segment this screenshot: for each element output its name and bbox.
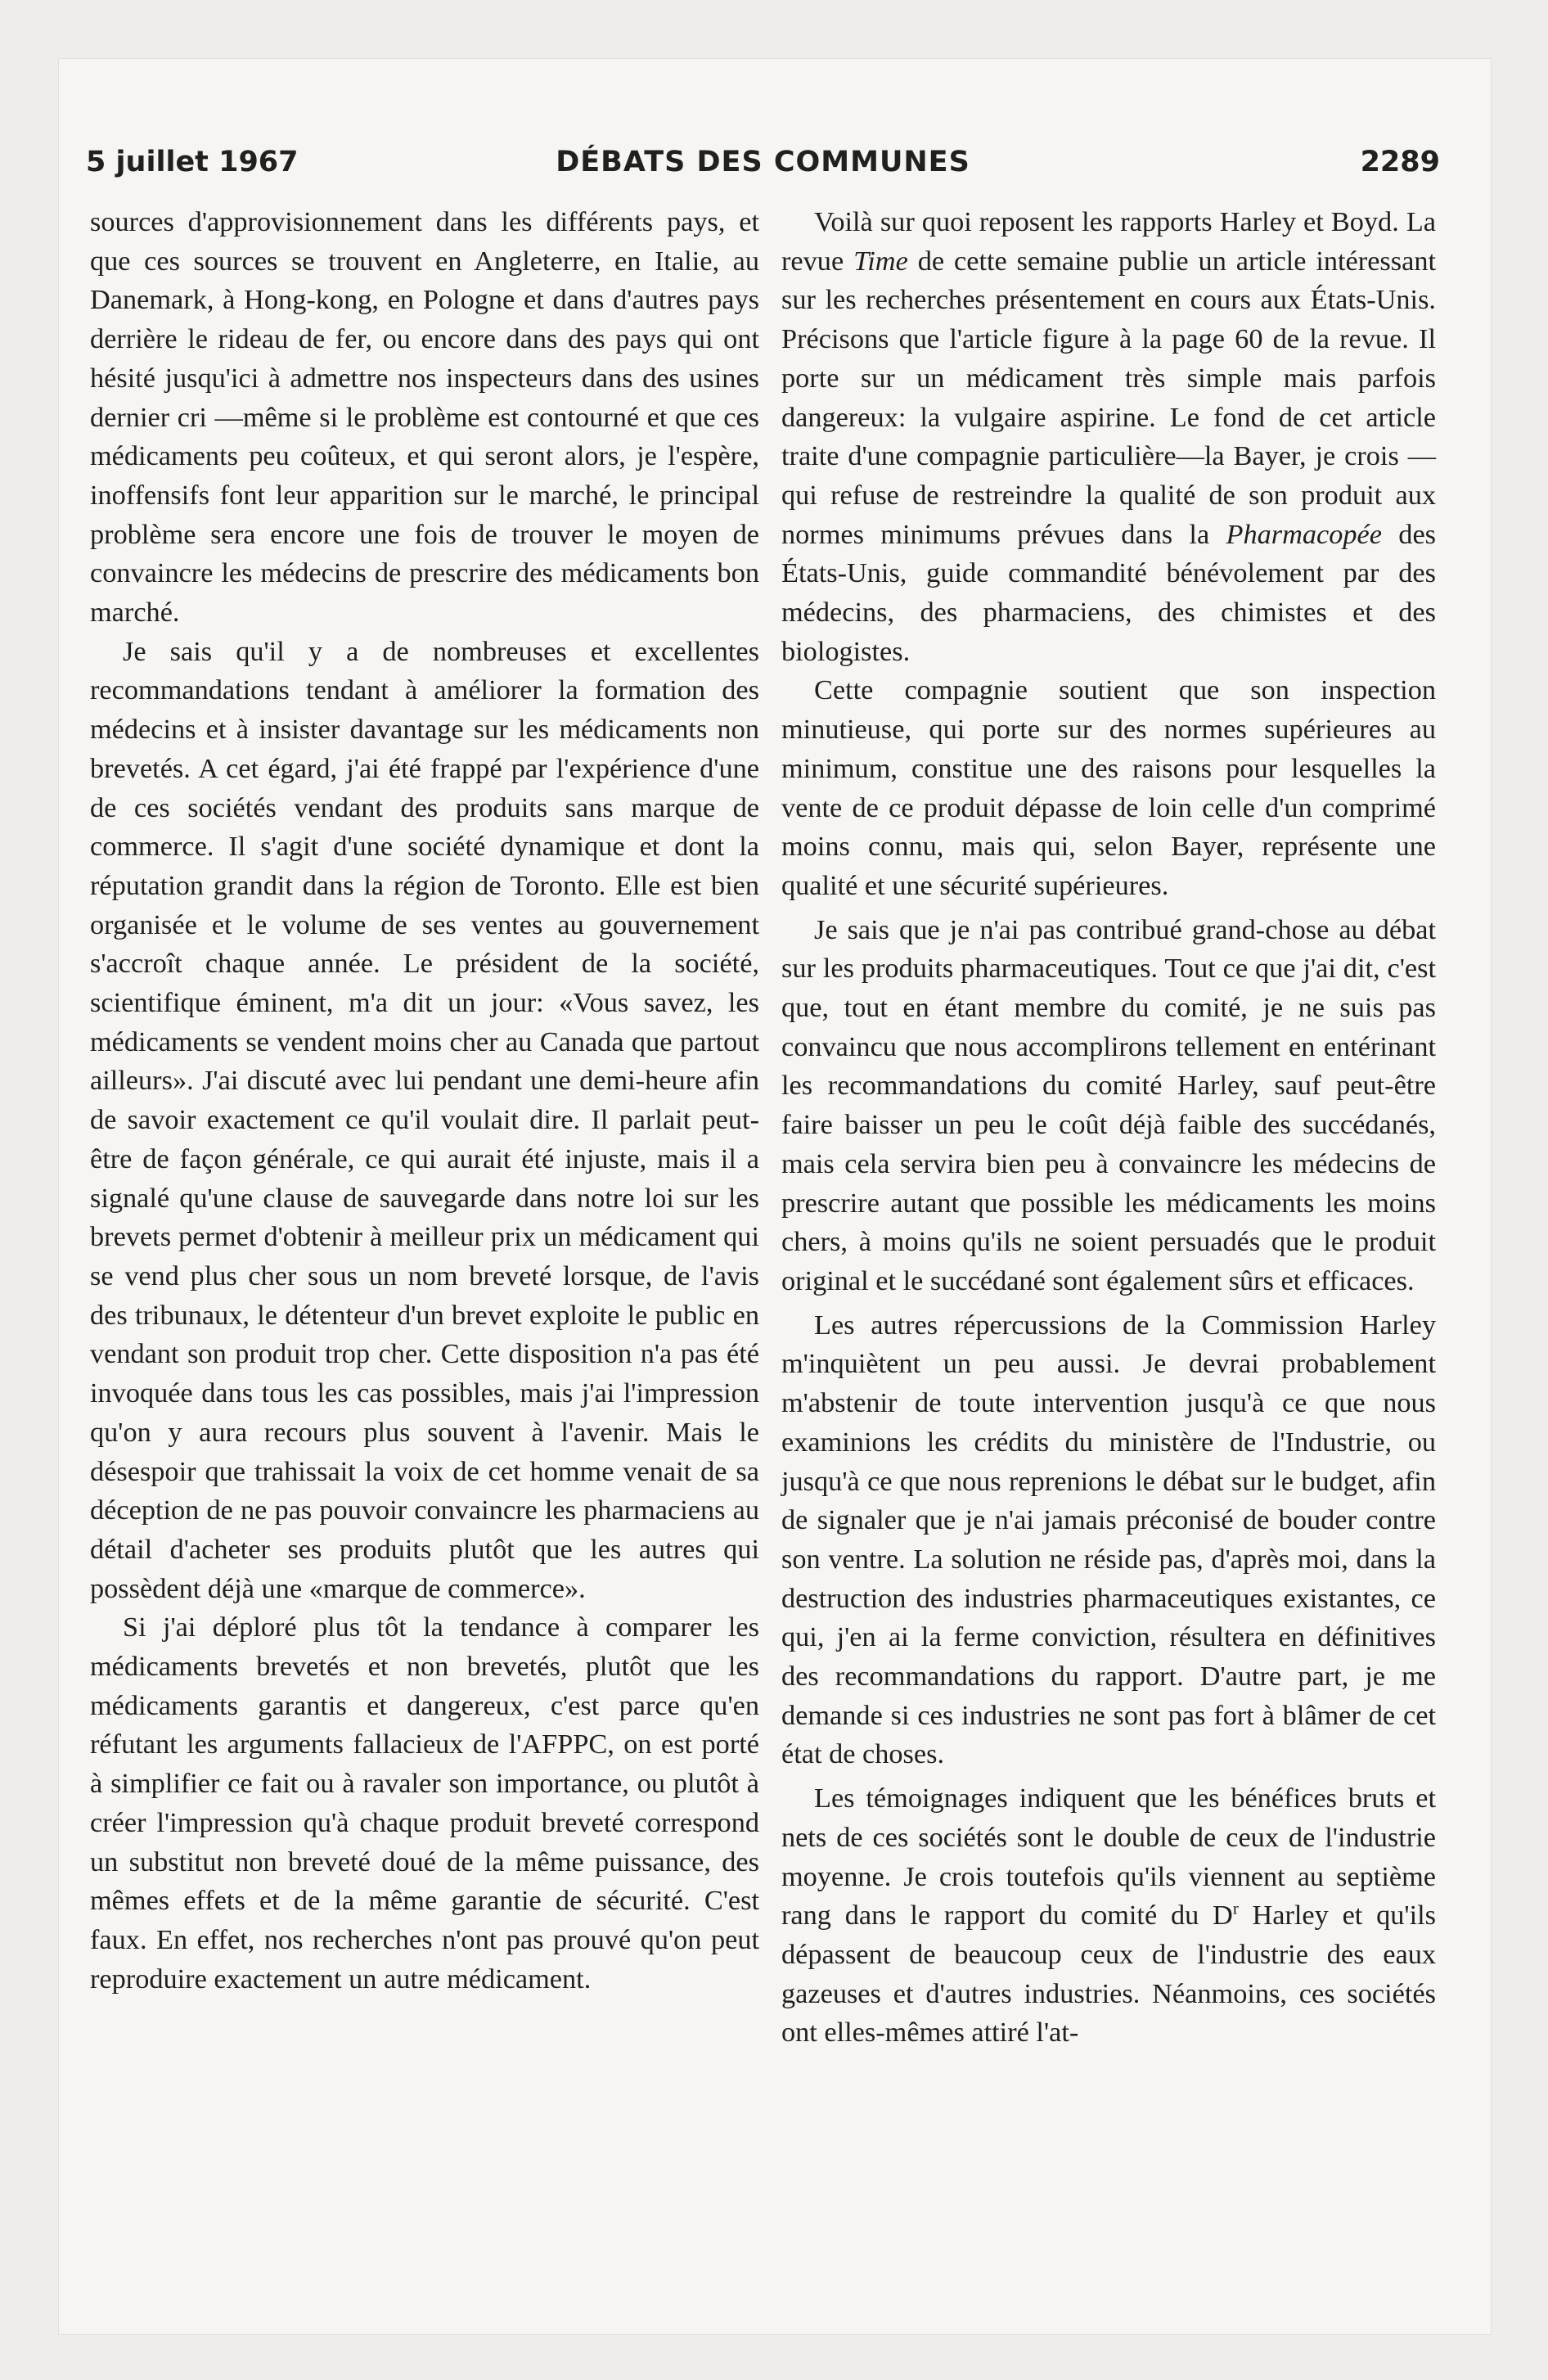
left-paragraph-3: Si j'ai déploré plus tôt la tendance à comparer les médicaments brevetés et non brevetés, plutôt que les médicaments garantis et dangereux, c'est parce qu'en réfutant les arguments fallacieux de l'AFPPC, on est porté à simplifier ce fait ou à ravaler son importance, ou plutôt à créer l'impression qu'à chaque produit breveté correspond un substitut non breveté doué de la même puissance, des mêmes effets et de la même garantie de sécurité. C'est faux. En effet, nos recherches n'ont pas prouvé qu'on peut reproduire exactement un autre médicament. [90, 1611, 759, 1995]
right-p1-text-b: de cette semaine publie un article intéressant sur les recherches présentement en cours aux États-Unis. Précisons que l'article figure à la page 60 de la revue. Il porte sur un médicament très simple mais parfois dangereux: la vulgaire aspirine. Le fond de cet article traite d'une compagnie particulière—la Bayer, je crois —qui refuse de restreindre la qualité de son produit aux normes minimums prévues dans la [781, 245, 1437, 550]
right-paragraph-4: Les autres répercussions de la Commission Harley m'inquiètent un peu aussi. Je devrai probablement m'abstenir de toute intervention jusqu'à ce que nous examinions les crédits du ministère de l'Industrie, ou jusqu'à ce que nous reprenions le débat sur le budget, afin de signaler que je n'ai jamais préconisé de bouder contre son ventre. La solution ne réside pas, d'après moi, dans la destruction des industries pharmaceutiques existantes, ce qui, j'en ai la ferme conviction, résultera en définitives des recommandations du rapport. D'autre part, je me demande si ces industries ne sont pas fort à blâmer de cet état de choses. [781, 1309, 1436, 1770]
right-p1-italic-pharmacopee: Pharmacopée [1226, 518, 1382, 550]
right-p5-text-b: Harley et qu'ils dépassent de beaucoup ceux de l'industrie des eaux gazeuses et d'autres industries. Néanmoins, ces sociétés ont elles-mêmes attiré l'at- [781, 1900, 1437, 2049]
right-p1-text-c: des États-Unis, guide commandité bénévolement par des médecins, des pharmaciens, des chimistes et des biologistes. [781, 518, 1437, 667]
left-paragraph-1: sources d'approvisionnement dans les différents pays, et que ces sources se trouvent en Angleterre, en Italie, au Danemark, à Hong-kong, en Pologne et dans d'autres pays derrière le rideau de fer, ou encore dans des pays qui ont hésité jusqu'ici à admettre nos inspecteurs dans des usines dernier cri —même si le problème est contourné et que ces médicaments peu coûteux, et qui seront alors, je l'espère, inoffensifs font leur apparition sur le marché, le principal problème sera encore une fois de trouver le moyen de convaincre les médecins de prescrire des médicaments bon marché. [90, 206, 759, 629]
right-paragraph-2: Cette compagnie soutient que son inspection minutieuse, qui porte sur des normes supérieures au minimum, constitue une des raisons pour lesquelles la vente de ce produit dépasse de loin celle d'un comprimé moins connu, mais qui, selon Bayer, représente une qualité et une sécurité supérieures. [781, 674, 1436, 901]
header-date: 5 juillet 1967 [86, 146, 299, 178]
right-p1-italic-time: Time [853, 245, 908, 277]
header-page-number: 2289 [1360, 146, 1440, 178]
left-paragraph-2: Je sais qu'il y a de nombreuses et excellentes recommandations tendant à améliorer la formation des médecins et à insister davantage sur les médicaments non brevetés. A cet égard, j'ai été frappé par l'expérience d'une de ces sociétés vendant des produits sans marque de commerce. Il s'agit d'une société dynamique et dont la réputation grandit dans la région de Toronto. Elle est bien organisée et le volume de ses ventes au gouvernement s'accroît chaque année. Le président de la société, scientifique éminent, m'a dit un jour: «Vous savez, les médicaments se vendent moins cher au Canada que partout ailleurs». J'ai discuté avec lui pendant une demi-heure afin de savoir exactement ce qu'il voulait dire. Il parlait peut-être de façon générale, ce qui aurait été injuste, mais il a signalé qu'une clause de sauvegarde dans notre loi sur les brevets permet d'obtenir à meilleur prix un médicament qui se vend plus cher sous un nom breveté lorsque, de l'avis des tribunaux, le détenteur d'un brevet exploite le public en vendant son produit trop cher. Cette disposition n'a pas été invoquée dans tous les cas possibles, mais j'ai l'impression qu'on y aura recours plus souvent à l'avenir. Mais le désespoir que trahissait la voix de cet homme venait de sa déception de ne pas pouvoir convaincre les pharmaciens au détail d'acheter ses produits plutôt que les autres qui possèdent déjà une «marque de commerce». [90, 635, 759, 1604]
right-column [781, 203, 1436, 2053]
header-title: DÉBATS DES COMMUNES [556, 146, 970, 178]
right-p5-superscript: r [1232, 1900, 1239, 1918]
right-paragraph-5 [781, 1779, 1436, 2053]
page-header [86, 146, 1440, 187]
right-paragraph-1 [781, 203, 1436, 671]
right-p1-text-a: Voilà sur quoi reposent les rapports Harley et Boyd. La revue [781, 206, 1436, 277]
right-p5-text-a: Les témoignages indiquent que les bénéfices bruts et nets de ces sociétés sont le double de ceux de l'industrie moyenne. Je crois toutefois qu'ils viennent au septième rang dans le rapport du comité du D [781, 1783, 1436, 1931]
right-paragraph-3: Je sais que je n'ai pas contribué grand-chose au débat sur les produits pharmaceutiques. Tout ce que j'ai dit, c'est que, tout en étant membre du comité, je ne suis pas convaincu que nous accomplirons tellement en entérinant les recommandations du comité Harley, sauf peut-être faire baisser un peu le coût déjà faible des succédanés, mais cela servira bien peu à convaincre les médecins de prescrire autant que possible les médicaments les moins chers, à moins qu'ils ne soient persuadés que le produit original et le succédané sont également sûrs et efficaces. [781, 913, 1436, 1296]
left-column [90, 203, 759, 1999]
